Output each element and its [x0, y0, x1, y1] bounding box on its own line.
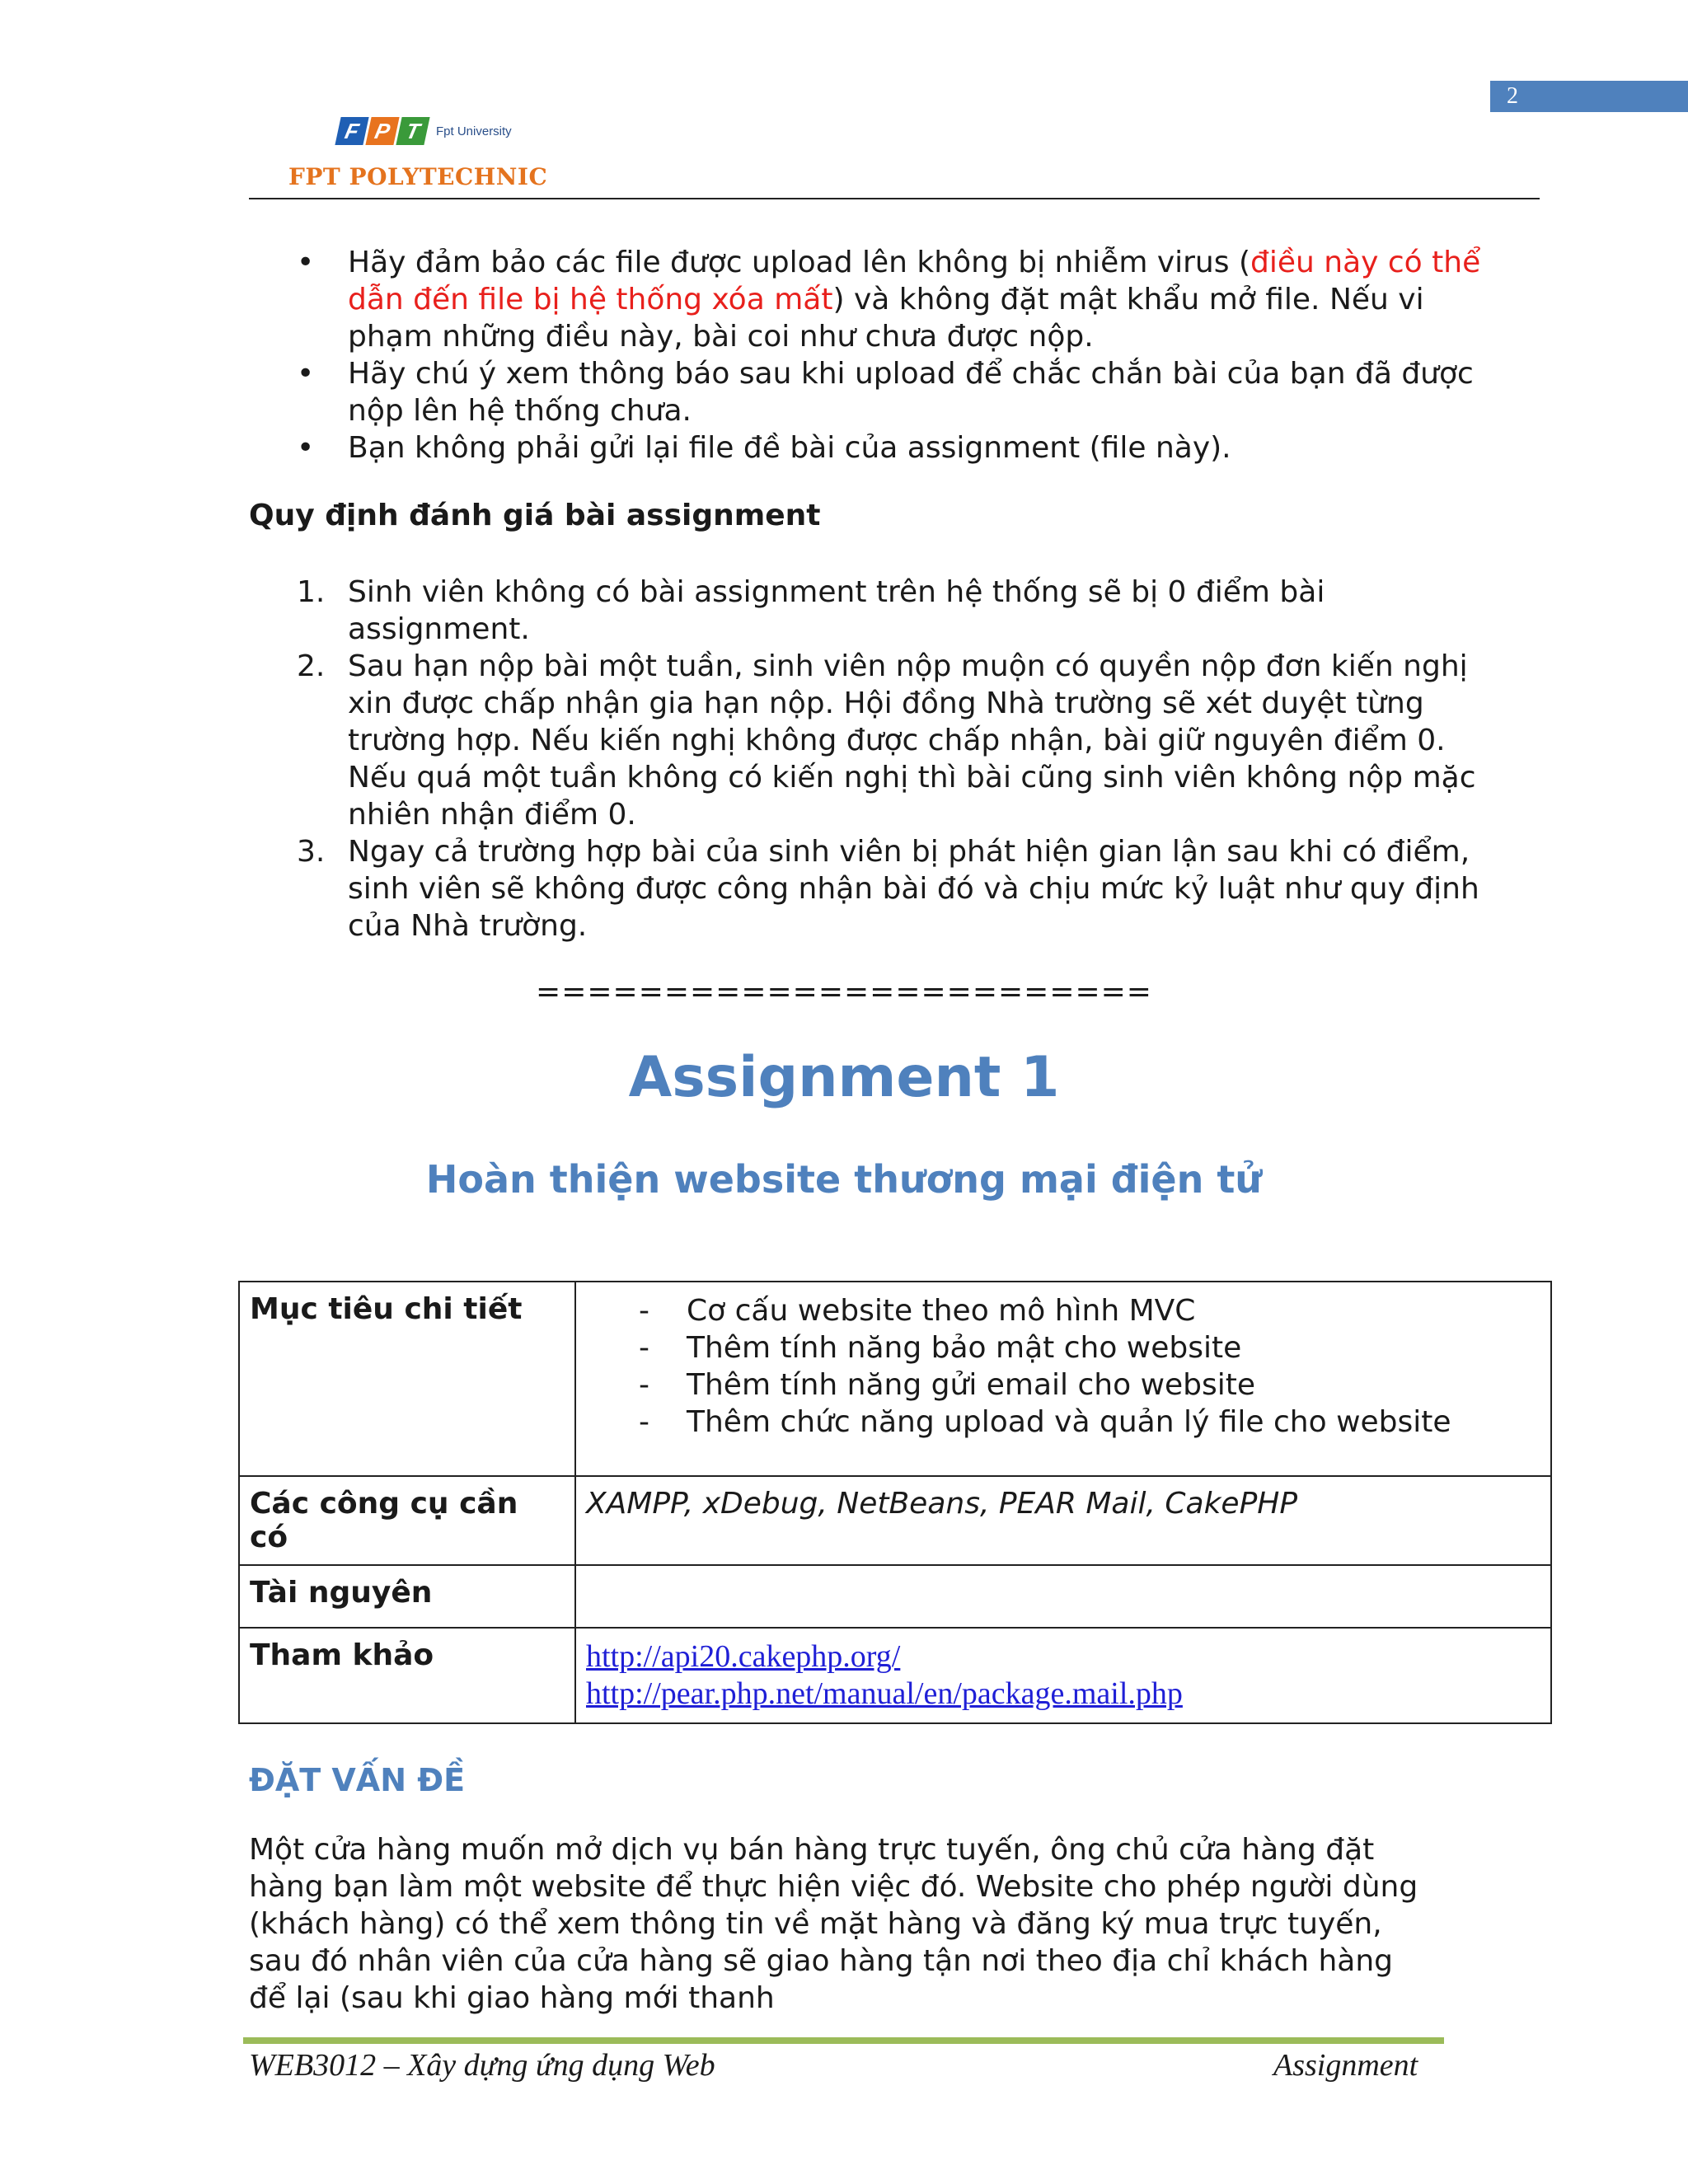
resources-label: Tài nguyên [239, 1565, 575, 1628]
bullet-text: Hãy đảm bảo các file được upload lên không bị nhiễm virus ( [348, 246, 1250, 279]
table-row [239, 1282, 1551, 1476]
header-rule [249, 198, 1540, 199]
section-divider: ======================== [536, 975, 1152, 1009]
list-item [297, 574, 1484, 648]
resources-cell [575, 1565, 1551, 1628]
list-item [586, 1404, 1540, 1441]
submission-notes-list [297, 244, 1484, 466]
goals-cell [575, 1282, 1551, 1476]
logo-letter-t: T [396, 117, 429, 145]
bullet-text-end: ) và không đặt mật khẩu mở file. Nếu vi phạm những điều này, bài coi như chưa được nộp. [348, 283, 1424, 354]
assignment-title: Assignment 1 [628, 1045, 1060, 1110]
problem-paragraph: Một cửa hàng muốn mở dịch vụ bán hàng trực tuyến, ông chủ cửa hàng đặt hàng bạn làm một website để thực hiện việc đó. Website cho phép người dùng (khách hàng) có thể xem thông tin về mặt hàng và đăng ký mua trực tuyến, sau đó nhân viên của cửa hàng sẽ giao hàng tận nơi theo địa chỉ khách hàng để lại (sau khi giao hàng mới thanh [249, 1833, 1418, 2015]
list-item [297, 244, 1484, 355]
goal-text: Thêm tính năng bảo mật cho website [687, 1331, 1242, 1365]
fpt-logo-mark [338, 117, 512, 145]
bullet-text: Hãy chú ý xem thông báo sau khi upload để chắc chắn bài của bạn đã được nộp lên hệ thống chưa. [348, 357, 1474, 428]
list-item [297, 429, 1484, 466]
footer-doc-type: Assignment [1273, 2048, 1418, 2083]
footer-course: WEB3012 – Xây dựng ứng dụng Web [249, 2048, 715, 2083]
bullet-icon: • [297, 246, 315, 279]
references-label: Tham khảo [239, 1628, 575, 1723]
dash-icon: - [639, 1331, 649, 1365]
reference-link-cakephp[interactable]: http://api20.cakephp.org/ [586, 1639, 901, 1674]
tools-label: Các công cụ cần có [239, 1476, 575, 1565]
list-item [297, 648, 1484, 833]
fpt-polytechnic-logo [247, 107, 577, 198]
section-heading: ĐẶT VẤN ĐỀ [249, 1762, 466, 1798]
footer-rule [243, 2037, 1444, 2044]
bullet-text: Bạn không phải gửi lại file đề bài của assignment (file này). [348, 431, 1231, 465]
dash-icon: - [639, 1368, 649, 1402]
rule-text: Sau hạn nộp bài một tuần, sinh viên nộp muộn có quyền nộp đơn kiến nghị xin được chấp nhận gia hạn nộp. Hội đồng Nhà trường sẽ xét duyệt từng trường hợp. Nếu kiến nghị không được chấp nhận, bài giữ nguyên điểm 0. Nếu quá một tuần không có kiến nghị thì bài cũng sinh viên không nộp mặc nhiên nhận điểm 0. [348, 649, 1476, 832]
logo-letter-f: F [335, 117, 368, 145]
bullet-icon: • [297, 357, 315, 391]
references-cell [575, 1628, 1551, 1723]
list-item [297, 833, 1484, 944]
list-item [297, 355, 1484, 429]
table-row [239, 1476, 1551, 1565]
goals-list [586, 1292, 1540, 1441]
assignment-subtitle: Hoàn thiện website thương mại điện tử [425, 1157, 1263, 1202]
dash-icon: - [639, 1405, 649, 1439]
goal-text: Thêm chức năng upload và quản lý file cho website [687, 1405, 1451, 1439]
rule-text: Sinh viên không có bài assignment trên hệ thống sẽ bị 0 điểm bài assignment. [348, 575, 1325, 646]
logo-university-text: Fpt University [436, 124, 512, 138]
rules-list [297, 574, 1484, 944]
rule-text: Ngay cả trường hợp bài của sinh viên bị phát hiện gian lận sau khi có điểm, sinh viên sẽ không được công nhận bài đó và chịu mức kỷ luật như quy định của Nhà trường. [348, 835, 1479, 943]
page-number: 2 [1490, 81, 1688, 112]
list-number: 2. [297, 649, 326, 683]
goal-text: Cơ cấu website theo mô hình MVC [687, 1294, 1196, 1328]
list-item [586, 1292, 1540, 1329]
rules-heading: Quy định đánh giá bài assignment [249, 499, 821, 532]
reference-link-pear-mail[interactable]: http://pear.php.net/manual/en/package.mail.php [586, 1676, 1183, 1711]
tools-cell: XAMPP, xDebug, NetBeans, PEAR Mail, CakePHP [575, 1476, 1551, 1565]
goals-label: Mục tiêu chi tiết [239, 1282, 575, 1476]
list-number: 3. [297, 835, 326, 869]
logo-letter-p: P [365, 117, 399, 145]
bullet-icon: • [297, 431, 315, 465]
goal-text: Thêm tính năng gửi email cho website [687, 1368, 1256, 1402]
table-row [239, 1565, 1551, 1628]
list-number: 1. [297, 575, 326, 609]
list-item [586, 1366, 1540, 1404]
assignment-info-table [238, 1281, 1552, 1724]
table-row [239, 1628, 1551, 1723]
dash-icon: - [639, 1294, 649, 1328]
list-item [586, 1329, 1540, 1366]
logo-polytechnic-text: FPT POLYTECHNIC [288, 163, 548, 190]
warning-text: điều này có thể dẫn đến file bị hệ thống xóa mất [348, 246, 1481, 316]
